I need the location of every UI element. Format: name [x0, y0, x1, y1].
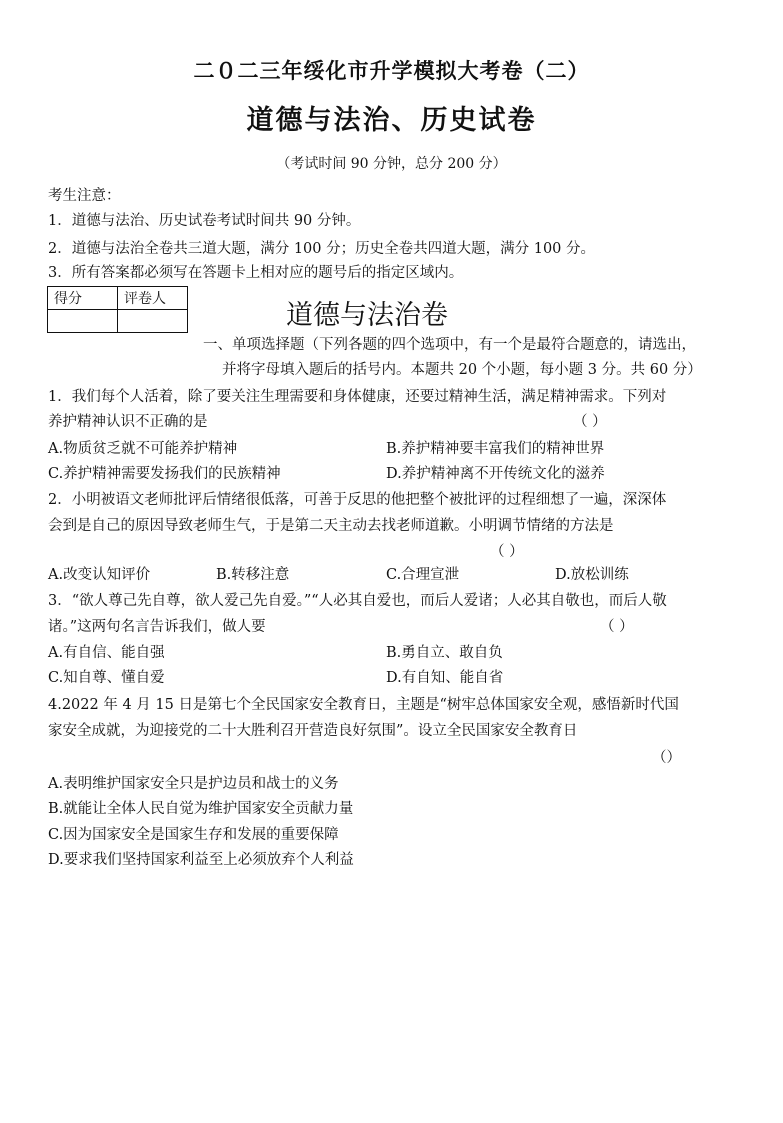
section-instruction-1: 一、单项选择题（下列各题的四个选项中，有一个是最符合题意的，请选出，	[203, 337, 696, 353]
question-4-answer-blank: （）	[652, 750, 681, 766]
exam-title: 二０二三年绥化市升学模拟大考卷（二）	[193, 58, 590, 83]
question-4-option-c: C.因为国家安全是国家生存和发展的重要保障	[48, 827, 339, 843]
notice-item-1: 1．道德与法治、历史试卷考试时间共 90 分钟。	[48, 213, 361, 229]
question-4-option-d: D.要求我们坚持国家利益至上必须放弃个人利益	[48, 852, 354, 868]
question-3-stem-2: 诸。”这两句名言告诉我们，做人要	[48, 619, 266, 635]
question-1-option-b: B.养护精神要丰富我们的精神世界	[386, 441, 605, 457]
question-1-stem-1: 1．我们每个人活着，除了要关注生理需要和身体健康，还要过精神生活，满足精神需求。下列对	[48, 389, 667, 405]
grader-header: 评卷人	[118, 287, 188, 310]
grader-cell	[118, 310, 188, 333]
question-2-option-a: A.改变认知评价	[48, 567, 151, 583]
question-3-option-a: A.有自信、能自强	[48, 645, 165, 661]
question-1-answer-blank: （ ）	[573, 414, 607, 430]
question-1-stem-2: 养护精神认识不正确的是	[48, 414, 208, 430]
exam-info: （考试时间 90 分钟，总分 200 分）	[276, 156, 507, 172]
question-1-option-a: A.物质贫乏就不可能养护精神	[48, 441, 238, 457]
question-3-stem-1: 3．“欲人尊己先自尊，欲人爱己先自爱。”“人必其自爱也，而后人爱诸；人必其自敬也，而后人敬	[48, 593, 667, 609]
question-1-option-c: C.养护精神需要发扬我们的民族精神	[48, 466, 281, 482]
question-2-option-b: B.转移注意	[216, 567, 290, 583]
question-2-stem-1: 2．小明被语文老师批评后情绪很低落，可善于反思的他把整个被批评的过程细想了一遍，深深体	[48, 492, 667, 508]
notice-heading: 考生注意：	[48, 188, 121, 204]
question-4-stem-1: 4.2022 年 4 月 15 日是第七个全民国家安全教育日，主题是“树牢总体国家安全观，感悟新时代国	[48, 697, 679, 713]
question-3-answer-blank: （ ）	[600, 619, 634, 635]
section-title: 道德与法治卷	[286, 300, 448, 331]
question-3-option-d: D.有自知、能自省	[386, 670, 504, 686]
question-2-answer-blank: （ ）	[490, 544, 524, 560]
question-4-option-a: A.表明维护国家安全只是护边员和战士的义务	[48, 776, 339, 792]
question-4-option-b: B.就能让全体人民自觉为维护国家安全贡献力量	[48, 801, 354, 817]
question-1-option-d: D.养护精神离不开传统文化的滋养	[386, 466, 605, 482]
question-4-stem-2: 家安全成就，为迎接党的二十大胜利召开营造良好氛围”。设立全民国家安全教育日	[48, 723, 578, 739]
question-3-option-c: C.知自尊、懂自爱	[48, 670, 165, 686]
question-3-option-b: B.勇自立、敢自负	[386, 645, 503, 661]
exam-subtitle: 道德与法治、历史试卷	[246, 105, 537, 136]
score-cell	[48, 310, 118, 333]
notice-item-2: 2．道德与法治全卷共三道大题，满分 100 分；历史全卷共四道大题，满分 100 分。	[48, 241, 596, 257]
score-table	[47, 286, 188, 333]
section-instruction-2: 并将字母填入题后的括号内。本题共 20 个小题，每小题 3 分。共 60 分）	[222, 362, 702, 378]
score-header: 得分	[48, 287, 118, 310]
notice-item-3: 3．所有答案都必须写在答题卡上相对应的题号后的指定区域内。	[48, 265, 464, 281]
question-2-stem-2: 会到是自己的原因导致老师生气，于是第二天主动去找老师道歉。小明调节情绪的方法是	[48, 518, 614, 534]
question-2-option-c: C.合理宣泄	[386, 567, 460, 583]
question-2-option-d: D.放松训练	[555, 567, 629, 583]
